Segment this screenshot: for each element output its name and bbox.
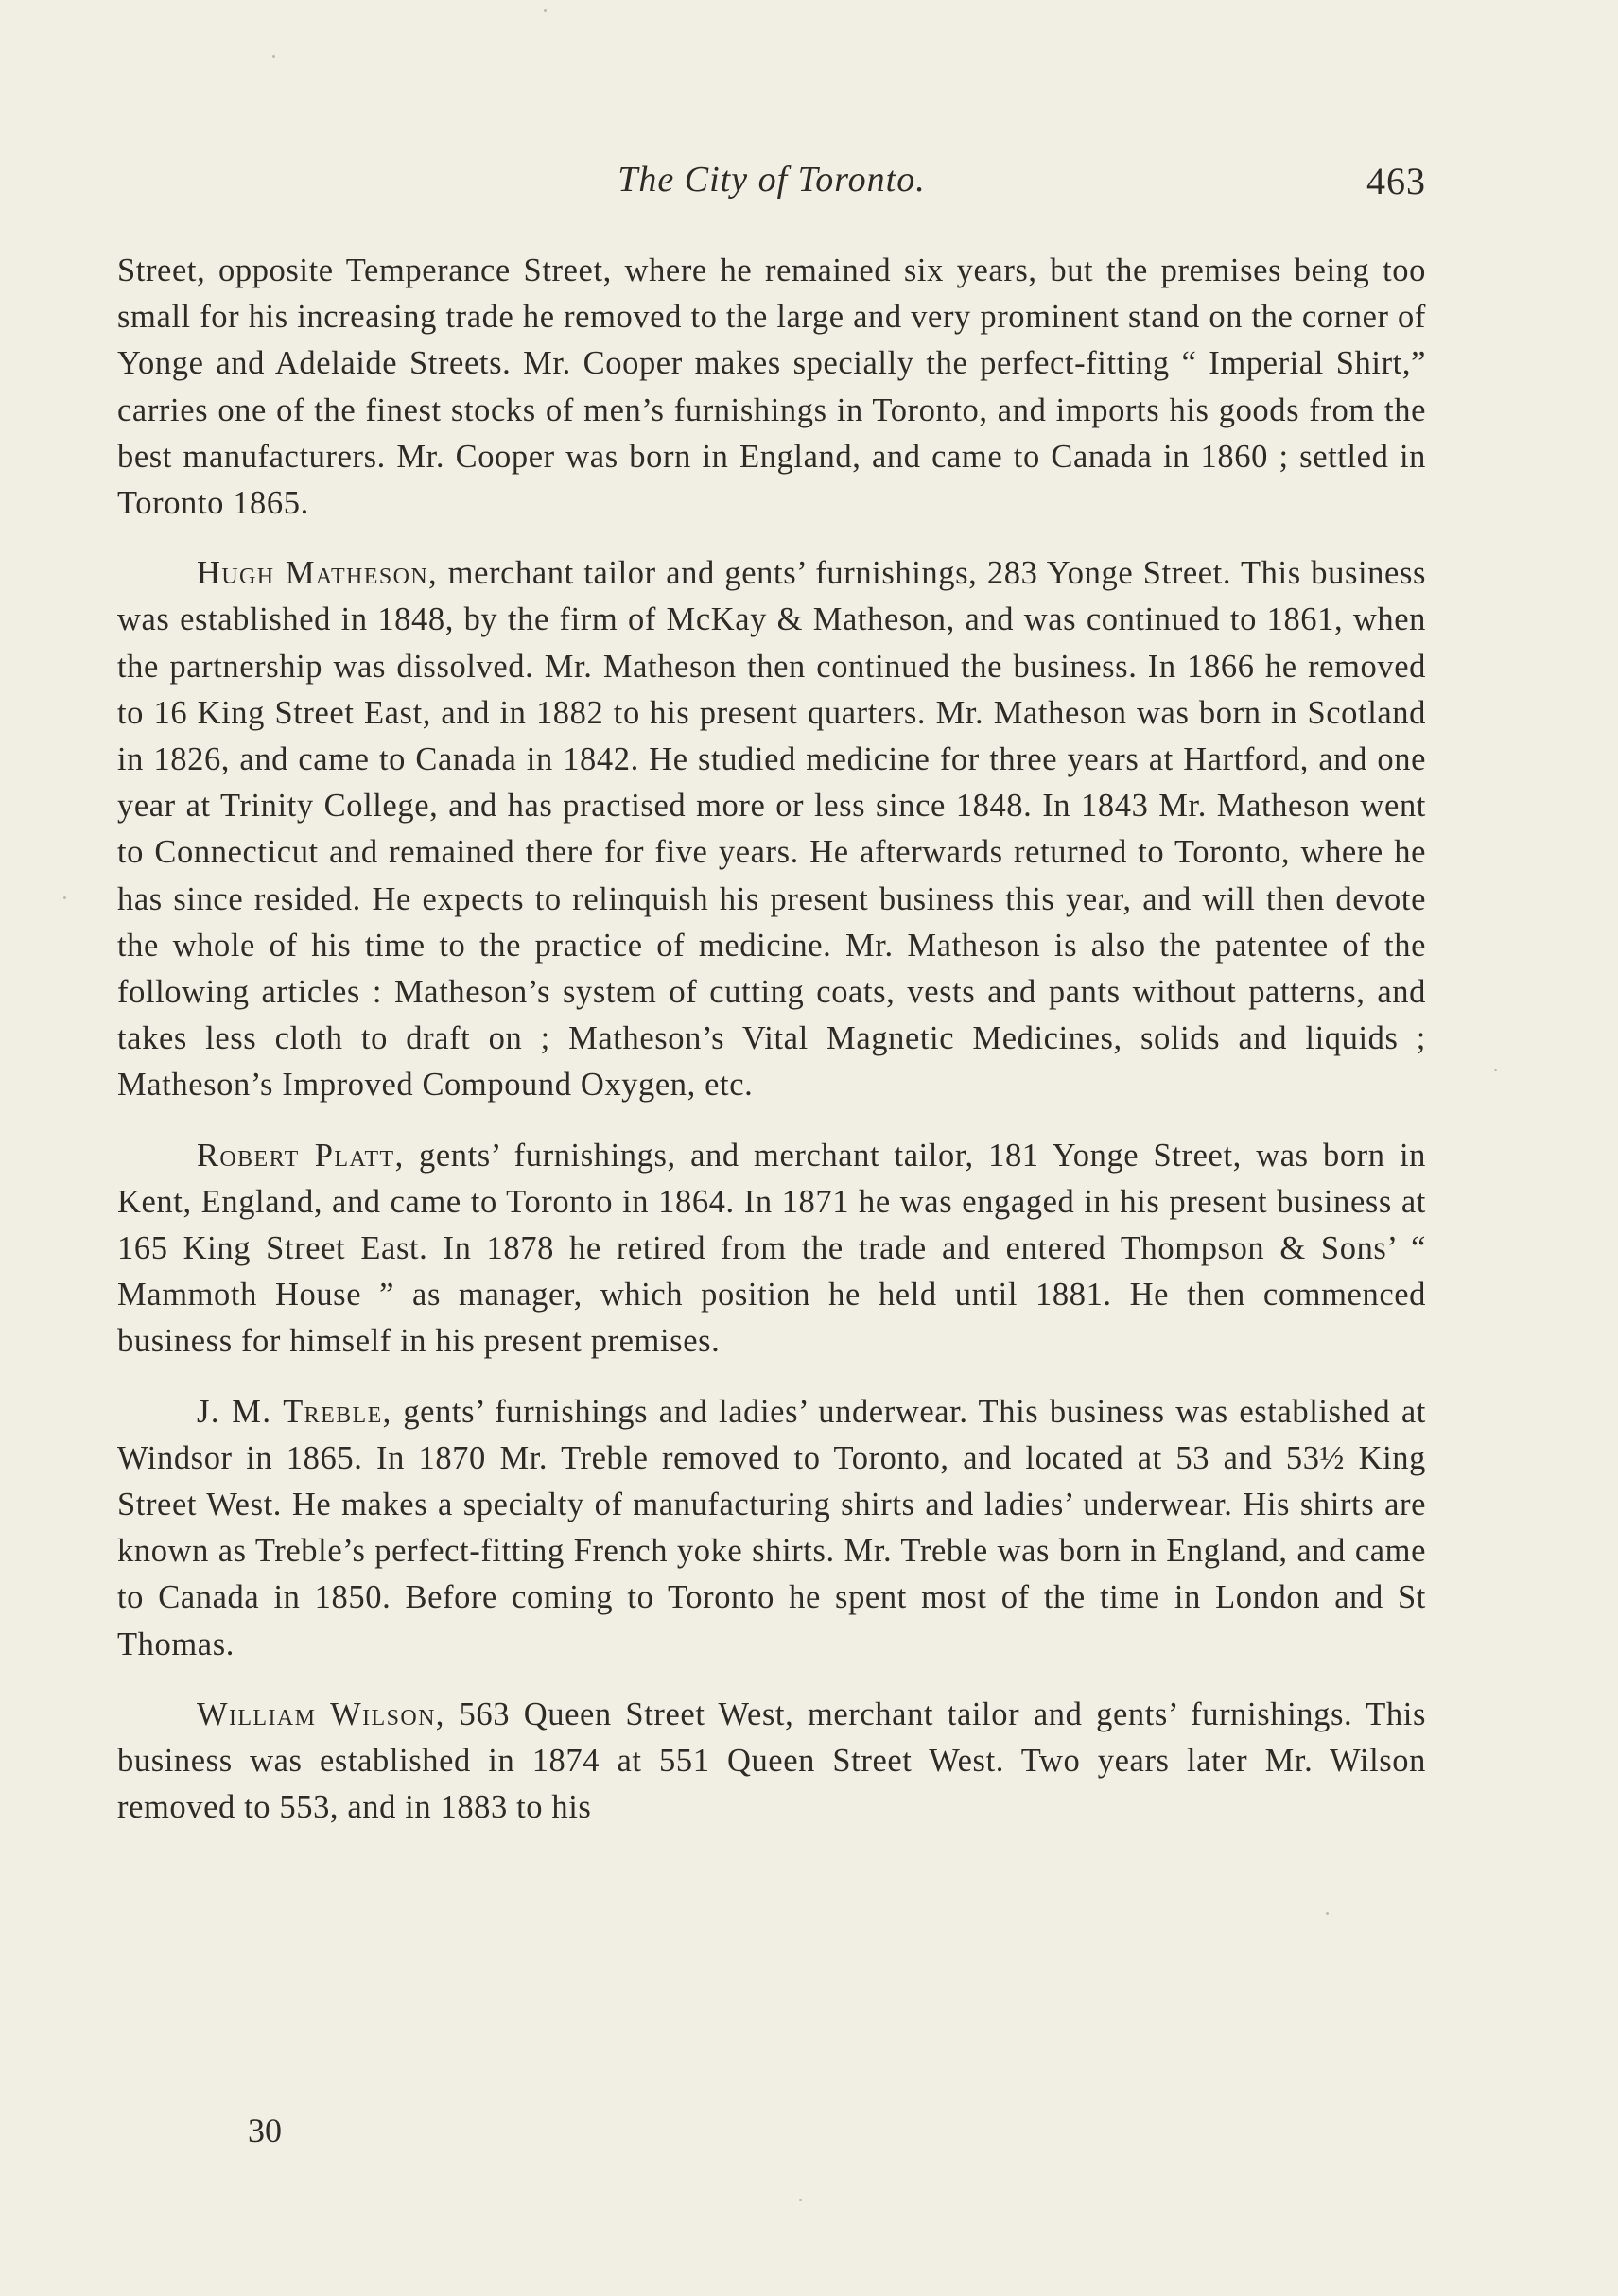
paper-speck [272, 55, 275, 58]
body-text [117, 248, 1426, 1855]
paragraph-robert-platt [117, 1133, 1426, 1365]
paper-speck [1494, 1069, 1497, 1071]
paragraph-text: 563 Queen Street West, merchant tailor and gents’ furnishings. This business was established in 1874 at 551 Queen Street West. Two years later Mr. Wilson removed to 553, and in 1883 to his [117, 1696, 1426, 1826]
page-header [117, 159, 1426, 216]
paragraph-william-wilson [117, 1692, 1426, 1832]
paragraph-text: gents’ furnishings and ladies’ underwear. This business was established at Windsor in 1865. In 1870 Mr. Treble removed to Toronto, and located at 53 and 53½ King Street West. He makes a specialty of manufacturing shirts and ladies’ underwear. His shirts are known as Treble’s perfect-fitting French yoke shirts. Mr. Treble was born in England, and came to Canada in 1850. Before coming to Toronto he spent most of the time in London and St Thomas. [117, 1393, 1426, 1662]
entry-name: Robert Platt, [197, 1137, 405, 1174]
paragraph-text: merchant tailor and gents’ furnishings, 283 Yonge Street. This business was established in 1848, by the firm of McKay & Matheson, and was continued to 1861, when the partnership was dissolved. Mr. Matheson then continued the business. In 1866 he removed to 16 King Street East, and in 1882 to his present quarters. Mr. Matheson was born in Scotland in 1826, and came to Canada in 1842. He studied medicine for three years at Hartford, and one year at Trinity College, and has practised more or less since 1848. In 1843 Mr. Matheson went to Connecticut and remained there for five years. He afterwards returned to Toronto, where he has since resided. He expects to relinquish his present business this year, and will then devote the whole of his time to the practice of medicine. Mr. Matheson is also the patentee of the following articles : Matheson’s system of cutting coats, vests and pants without patterns, and takes less cloth to draft on ; Matheson’s Vital Magnetic Medicines, solids and liquids ; Matheson’s Improved Compound Oxygen, etc. [117, 555, 1426, 1104]
paragraph-text: Street, opposite Temperance Street, where he remained six years, but the premises being too small for his increasing trade he removed to the large and very prominent stand on the corner of Yonge and Adelaide Streets. Mr. Cooper makes specially the perfect-fitting “ Imperial Shirt,” carries one of the finest stocks of men’s furnishings in Toronto, and imports his goods from the best manufacturers. Mr. Cooper was born in England, and came to Canada in 1860 ; settled in Toronto 1865. [117, 252, 1426, 522]
running-title: The City of Toronto. [618, 160, 926, 200]
entry-name: Hugh Matheson, [197, 555, 439, 592]
paper-speck [1326, 1912, 1329, 1915]
paper-speck [799, 2199, 802, 2201]
paragraph-hugh-matheson [117, 550, 1426, 1108]
page-number: 463 [1366, 160, 1426, 202]
paper-speck [63, 896, 66, 899]
paper-speck [544, 9, 547, 12]
paragraph-text: gents’ furnishings, and merchant tailor, 181 Yonge Street, was born in Kent, England, and came to Toronto in 1864. In 1871 he was engaged in his present business at 165 King Street East. In 1878 he retired from the trade and entered Thompson & Sons’ “ Mammoth House ” as manager, which position he held until 1881. He then commenced business for himself in his present premises. [117, 1137, 1426, 1360]
entry-name: William Wilson, [197, 1696, 445, 1732]
signature-mark: 30 [248, 2112, 282, 2149]
paragraph-jm-treble [117, 1389, 1426, 1668]
entry-name: J. M. Treble, [197, 1393, 392, 1430]
paragraph-cooper-continued [117, 248, 1426, 527]
